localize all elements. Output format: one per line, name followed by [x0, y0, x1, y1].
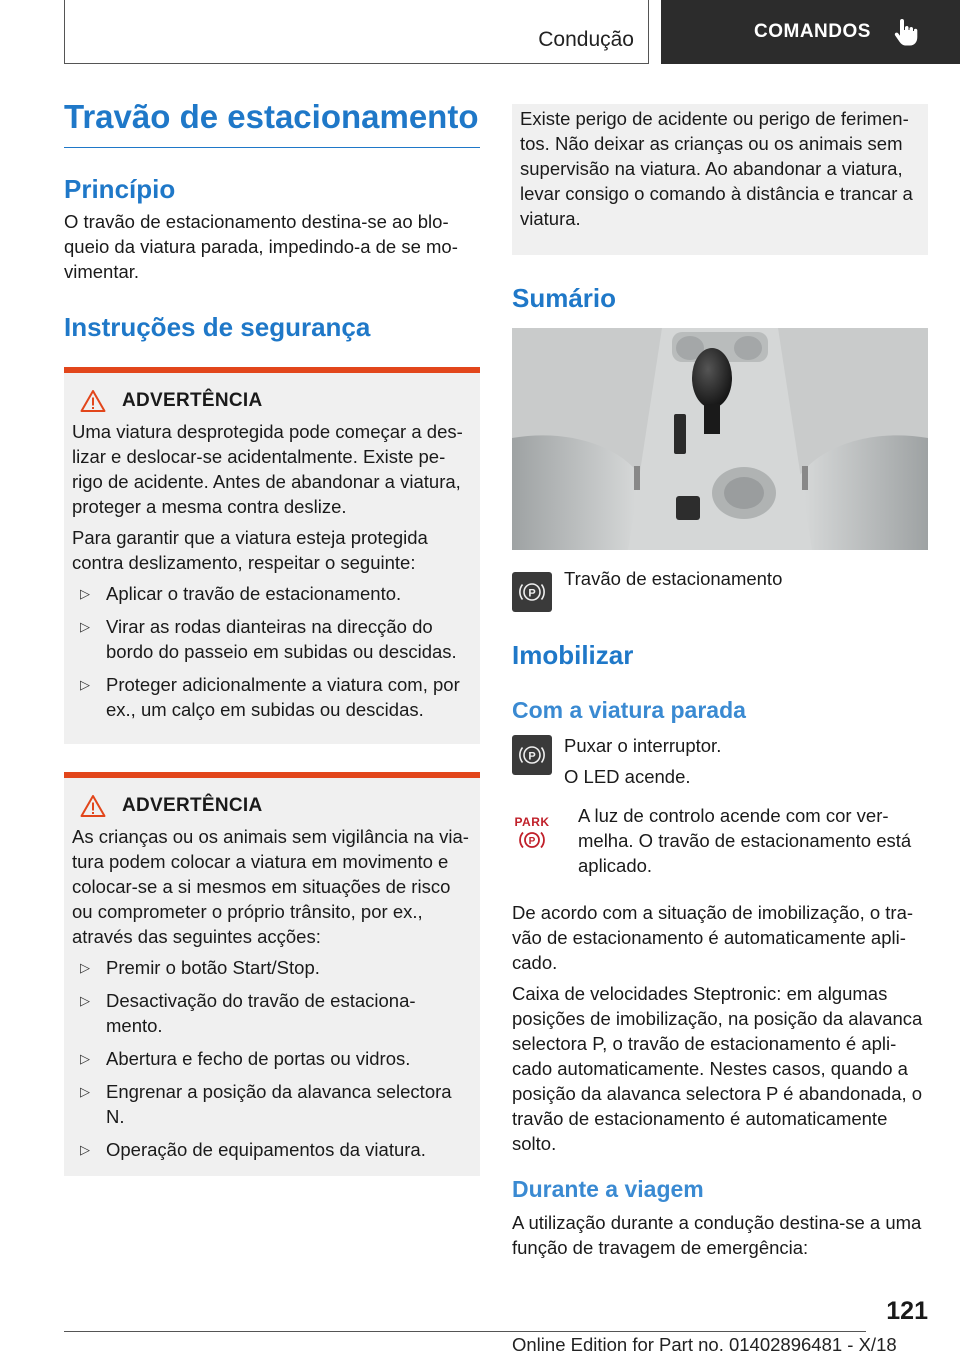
park-warning-light-icon — [512, 815, 552, 851]
header-tab-label: COMANDOS — [754, 21, 871, 42]
page-number: 121 — [886, 1297, 928, 1325]
warning1-text2: Para garantir que a viatura esteja protegida contra deslizamento, respeitar o seguinte: — [72, 527, 428, 574]
park-indicator-note — [512, 803, 928, 878]
triangle-bullet-icon: ▷ — [80, 677, 90, 693]
warning-box-1 — [64, 367, 480, 744]
right-column — [512, 104, 928, 1260]
footer-edition: Online Edition for Part no. 01402896481 - X/18 — [512, 1334, 897, 1355]
header-section-link[interactable]: Condução — [538, 28, 634, 51]
warning-continuation-box — [512, 104, 928, 255]
warning-triangle-icon — [80, 389, 106, 413]
stationary-heading: Com a viatura parada — [512, 697, 746, 724]
page-title: Travão de estacionamento — [64, 98, 479, 135]
triangle-bullet-icon: ▷ — [80, 1051, 90, 1067]
svg-text:P: P — [528, 750, 536, 763]
warning2-text1: As crianças ou os animais sem vigilância na via-tura podem colocar a viatura em movimento e colocar-se a si mesmos em situações de risco ou comprometer o próprio trânsito, por ex., através das seguintes acções: — [72, 826, 469, 948]
header-tab-commands[interactable] — [661, 0, 960, 64]
svg-text:P: P — [528, 587, 536, 600]
triangle-bullet-icon: ▷ — [80, 1142, 90, 1158]
title-rule — [64, 147, 480, 148]
warning1-list — [72, 581, 472, 722]
hand-pointer-icon — [893, 17, 919, 47]
list-item: ▷ Abertura e fecho de portas ou vidros. — [80, 1048, 411, 1070]
triangle-bullet-icon: ▷ — [80, 960, 90, 976]
list-item: ▷ Virar as rodas dianteiras na direcção do bordo do passeio em subidas ou descidas. — [80, 616, 457, 663]
warning-label-2: ADVERTÊNCIA — [122, 795, 263, 817]
center-console-image — [512, 328, 928, 550]
list-item: ▷ Operação de equipamentos da viatura. — [80, 1139, 426, 1161]
step1-text: Puxar o interruptor. — [564, 734, 722, 756]
list-item: ▷ Proteger adicionalmente a viatura com, por ex., um calço em subidas ou descidas. — [80, 674, 460, 721]
warning-box-2 — [64, 772, 480, 1176]
parking-brake-switch-icon — [512, 735, 552, 775]
list-item: ▷ Premir o botão Start/Stop. — [80, 957, 320, 979]
warning1-text1: Uma viatura desprotegida pode começar a des-lizar e deslocar-se acidentalmente. Existe pe-rigo de acidente. Antes de abandonar a viatura, proteger a mesma contra deslize. — [72, 421, 463, 518]
footer-rule — [64, 1331, 866, 1332]
triangle-bullet-icon: ▷ — [80, 619, 90, 635]
list-item: ▷ Engrenar a posição da alavanca selectora N. — [80, 1081, 452, 1128]
auto-apply-paragraph: De acordo com a situação de imobilização, o tra-vão de estacionamento é automaticamente apli-cado. — [512, 901, 914, 973]
principle-text: O travão de estacionamento destina-se ao blo-queio da viatura parada, impedindo-a de se mo-vimentar. — [64, 211, 458, 283]
overview-item-label: Travão de estacionamento — [564, 568, 783, 590]
left-column — [64, 96, 480, 1176]
warning-label-1: ADVERTÊNCIA — [122, 390, 263, 412]
park-label: PARK — [514, 814, 550, 829]
overview-heading: Sumário — [512, 283, 617, 313]
svg-text:P: P — [528, 835, 536, 847]
header-separator — [648, 0, 649, 64]
safety-heading: Instruções de segurança — [64, 312, 371, 343]
header-bottom-line — [64, 63, 649, 64]
parking-brake-switch-icon — [512, 572, 552, 612]
step2-text: O LED acende. — [564, 765, 691, 787]
immobilize-heading: Imobilizar — [512, 640, 634, 671]
overview-item — [512, 566, 928, 612]
steptronic-paragraph: Caixa de velocidades Steptronic: em algumas posições de imobilização, na posição da alavanca selectora P, o travão de estacionamento é apli-cado automaticamente. Nestes casos, quando a posição da alavanca selectora P é abandonada, o travão de estacionamento é automaticamente solto. — [512, 982, 923, 1154]
center-console-photo — [512, 328, 928, 550]
warning-title-2 — [72, 794, 472, 818]
warning-triangle-icon — [80, 794, 106, 818]
list-item: ▷ Desactivação do travão de estaciona-mento. — [80, 990, 416, 1037]
triangle-bullet-icon: ▷ — [80, 993, 90, 1009]
driving-text: A utilização durante a condução destina-se a uma função de travagem de emergência: — [512, 1211, 922, 1258]
step-pull-switch — [512, 733, 928, 789]
warning-continuation-text: Existe perigo de acidente ou perigo de ferimen-tos. Não deixar as crianças ou os animais sem supervisão na viatura. Ao abandonar a viatura, levar consigo o comando à distância e trancar a viatura. — [520, 108, 913, 229]
list-item: ▷ Aplicar o travão de estacionamento. — [80, 583, 402, 605]
principle-heading: Princípio — [64, 173, 176, 204]
warning2-list — [72, 955, 472, 1162]
warning-title-1 — [72, 389, 472, 413]
park-indicator-text: A luz de controlo acende com cor ver-melha. O travão de estacionamento está aplicado. — [578, 804, 912, 876]
triangle-bullet-icon: ▷ — [80, 1084, 90, 1100]
header-left-line — [64, 0, 65, 64]
triangle-bullet-icon: ▷ — [80, 586, 90, 602]
driving-heading: Durante a viagem — [512, 1175, 704, 1202]
